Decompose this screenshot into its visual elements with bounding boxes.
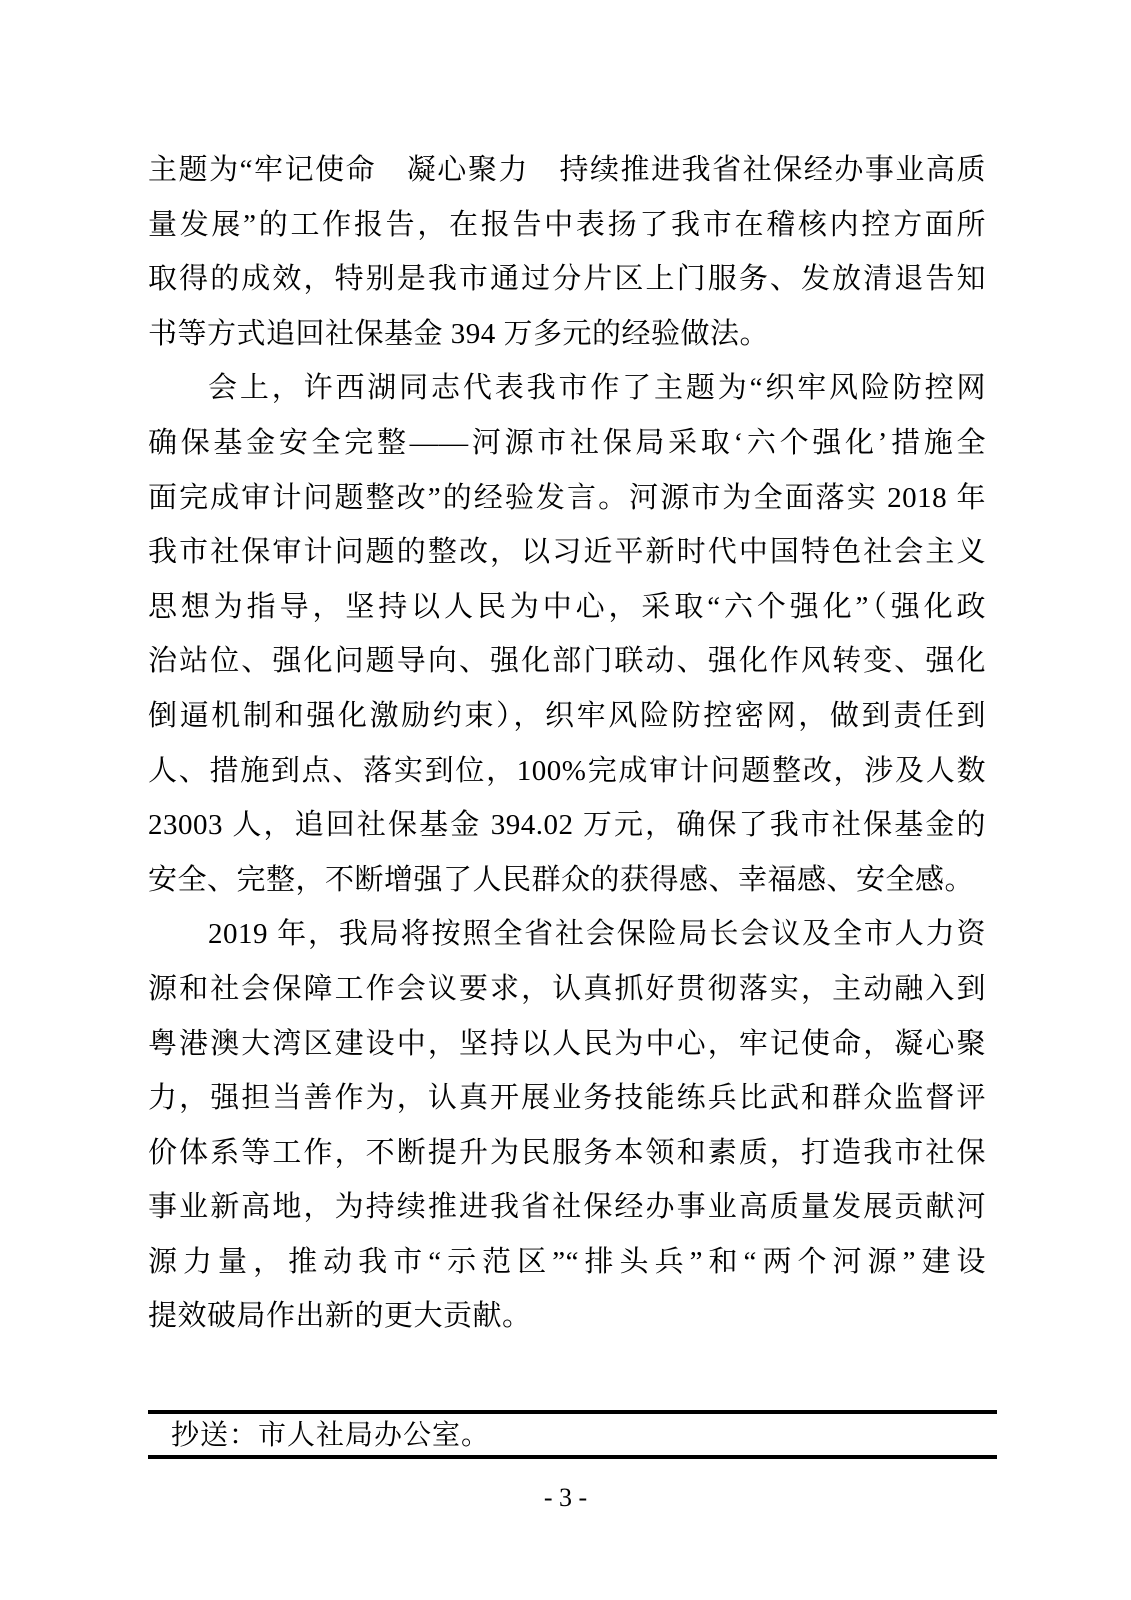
- text-line: 治站位、强化问题导向、强化部门联动、强化作风转变、强化: [148, 645, 986, 678]
- text-line: 力，强担当善作为，认真开展业务技能练兵比武和群众监督评: [148, 1082, 986, 1115]
- text-line: 源和社会保障工作会议要求，认真抓好贯彻落实，主动融入到: [148, 972, 986, 1005]
- text-line: 确保基金安全完整——河源市社保局采取‘六个强化’措施全: [148, 426, 986, 459]
- page-number: - 3 -: [543, 1483, 588, 1512]
- text-line: 2019 年，我局将按照全省社会保险局长会议及全市人力资: [208, 918, 986, 951]
- cc-note: 抄送：市人社局办公室。: [171, 1420, 491, 1451]
- text-line: 人、措施到点、落实到位，100%完成审计问题整改，涉及人数: [148, 754, 986, 787]
- text-line: 倒逼机制和强化激励约束），织牢风险防控密网，做到责任到: [148, 699, 986, 732]
- text-line: 书等方式追回社保基金 394 万多元的经验做法。: [148, 317, 770, 350]
- footer-divider-bottom: [148, 1455, 997, 1459]
- text-line: 价体系等工作，不断提升为民服务本领和素质，打造我市社保: [148, 1136, 986, 1169]
- text-line: 粤港澳大湾区建设中，坚持以人民为中心，牢记使命，凝心聚: [148, 1027, 986, 1060]
- text-line: 会上，许西湖同志代表我市作了主题为“织牢风险防控网: [208, 372, 986, 405]
- footer-divider-top: [148, 1410, 997, 1414]
- text-line: 我市社保审计问题的整改，以习近平新时代中国特色社会主义: [148, 536, 986, 569]
- text-line: 主题为“牢记使命 凝心聚力 持续推进我省社保经办事业高质: [148, 154, 986, 186]
- document-body: [148, 143, 986, 1344]
- text-line: 事业新高地，为持续推进我省社保经办事业高质量发展贡献河: [148, 1191, 986, 1224]
- text-line: 量发展”的工作报告，在报告中表扬了我市在稽核内控方面所: [148, 208, 986, 241]
- text-line: 思想为指导，坚持以人民为中心，采取“六个强化”（强化政: [148, 590, 986, 623]
- text-line: 取得的成效，特别是我市通过分片区上门服务、发放清退告知: [148, 263, 986, 296]
- text-line: 23003 人，追回社保基金 394.02 万元，确保了我市社保基金的: [148, 809, 986, 842]
- text-line: 提效破局作出新的更大贡献。: [148, 1300, 532, 1333]
- text-line: 源力量，推动我市“示范区”“排头兵”和“两个河源”建设: [148, 1245, 986, 1278]
- text-line: 安全、完整，不断增强了人民群众的获得感、幸福感、安全感。: [148, 863, 975, 896]
- text-line: 面完成审计问题整改”的经验发言。河源市为全面落实 2018 年: [148, 481, 986, 514]
